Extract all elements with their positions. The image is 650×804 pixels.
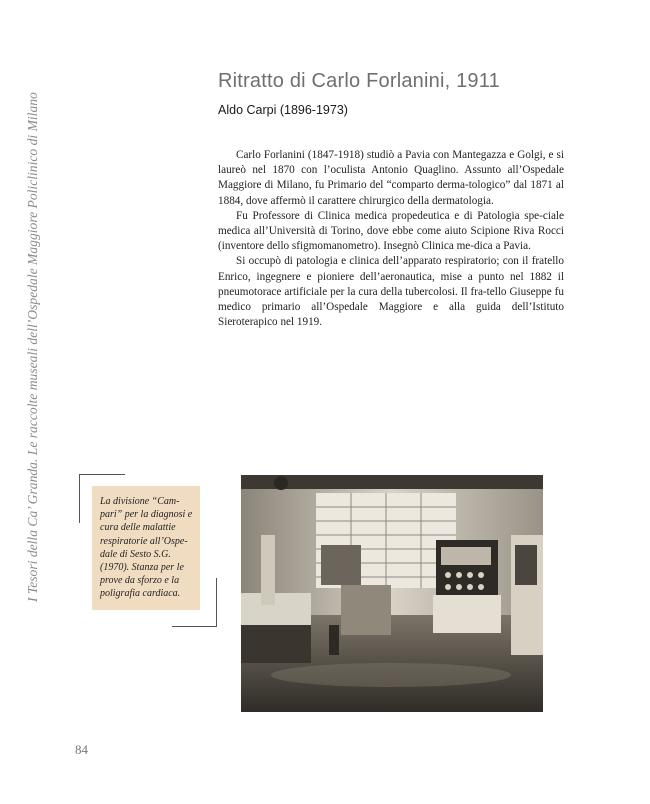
- page-title: Ritratto di Carlo Forlanini, 1911: [218, 70, 500, 92]
- paragraph-2: Fu Professore di Clinica medica propedeutica e di Patologia spe-ciale medica all’Università di Torino, dove ebbe come aiuto Scipione Riva Rocci (inventore dello sfigmomanometro). Insegnò Clinica me-dica a Pavia.: [218, 209, 564, 253]
- author-line: Aldo Carpi (1896-1973): [218, 103, 348, 117]
- paragraph-3: Si occupò di patologia e clinica dell’apparato respiratorio; con il fratello Enrico, ingegnere e pioniere dell’aeronautica, mise a punto nel 1882 il pneumotorace artificiale per la cura della tubercolosi. Il fra-tello Giuseppe fu medico primario all’Ospedale Maggiore e alla guida dell’Istituto Sieroterapico nel 1919.: [218, 255, 565, 329]
- paragraph-1: Carlo Forlanini (1847-1918) studiò a Pavia con Mantegazza e Golgi, e si laureò nel 1870 con l’oculista Antonio Quaglino. Assunto all’Ospedale Maggiore di Milano, fu Primario del “comparto derma-tologico” dal 1871 al 1884, dove affermò il carattere chirurgico della dermatologia.: [218, 149, 565, 207]
- caption-bracket-bottom: [172, 578, 217, 627]
- page-number: 84: [75, 742, 88, 757]
- running-head-text: I Tesori della Ca’ Granda. Le raccolte museali dell’Ospedale Maggiore Policlinico di Milano: [25, 92, 40, 602]
- body-text: [218, 148, 564, 330]
- historical-photo: [241, 475, 543, 712]
- hospital-room-photo: [241, 475, 543, 712]
- caption-text: La divisione “Cam-pari” per la diagnosi e cura delle malattie respiratorie all’Ospe-dale di Sesto S.G. (1970). Stanza per le prove da sforzo e la poligrafia cardiaca.: [100, 496, 193, 600]
- running-head: [18, 72, 48, 602]
